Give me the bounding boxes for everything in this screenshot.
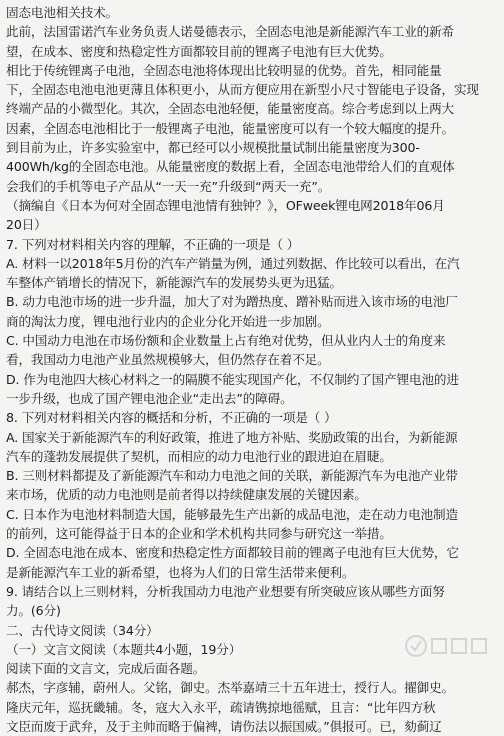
question-9: 9. 请结合以上三则材料，分析我国动力电池产业想要有所突破应该从哪些方面努 — [6, 583, 445, 599]
instruction-line: 阅读下面的文言文，完成后面各题。 — [6, 661, 206, 677]
option-line: A. 国家关于新能源汽车的利好政策，推进了地方补贴、奖励政策的出台，为新能源 — [6, 429, 458, 445]
classical-text-line: 隆庆元年，巡抚畿辅。冬，寇大入永平，疏请镌掠地徭赋，且言：“比年四方秋 — [6, 699, 436, 715]
option-line: C. 日本作为电池材料制造大国，能够最先生产出新的成品电池，走在动力电池制造 — [6, 506, 458, 522]
option-line: D. 作为电池四大核心材料之一的隔膜不能实现国产化，不仅制约了国产锂电池的进 — [6, 371, 459, 387]
text-line: 下，全固态电池电池更薄且体积更小，从而方便应用在新型小尺寸智能电子设备，实现 — [6, 82, 479, 98]
option-line: 是新能源汽车工业的新希望，也将为人们的日常生活带来便利。 — [6, 564, 355, 580]
text-line: 望，在成本、密度和热稳定性方面都较目前的锂离子电池有巨大优势。 — [6, 43, 392, 59]
text-line: 会我们的手机等电子产品从“一天一充”升级到“两天一充”。 — [6, 178, 331, 194]
watermark-logo-icon — [404, 631, 496, 661]
option-line: 车整体产销增长的情况下，新能源汽车的发展势头更为迅猛。 — [6, 275, 342, 291]
option-line: 一步升级，也成了国产锂电池企业“走出去”的障碍。 — [6, 390, 293, 406]
classical-text-line: 文臣而废于武弁，及于主帅而略于偏裨，请伤法以振国威。”俱报可。已，劾蓟辽 — [6, 718, 442, 734]
option-line: 汽车的蓬勃发展提供了契机，而相应的动力电池行业的跟进迫在眉睫。 — [6, 448, 392, 464]
question-9-continued: 力。(6分) — [6, 603, 61, 619]
text-line: 到目前为止，许多实验室中，都已经可以小规模批量试制出能量密度为300- — [6, 140, 420, 156]
citation-line: （摘编自《日本为何对全固态锂电池情有独钟？》，OFweek锂电网2018年06月 — [6, 197, 445, 213]
text-line: 400Wh/kg的全固态电池。从能量密度的数据上看，全固态电池带给人们的直观体 — [6, 159, 455, 175]
text-line: 相比于传统锂离子电池，全固态电池将体现出比较明显的优势。首先，相同能量 — [6, 62, 442, 78]
question-7: 7. 下列对材料相关内容的理解，不正确的一项是（ ） — [6, 236, 300, 252]
option-line: B. 动力电池市场的进一步升温，加大了对为蹭热度、蹭补贴而进入该市场的电池厂 — [6, 294, 458, 310]
option-line: B. 三则材料都提及了新能源汽车和动力电池之间的关联，新能源汽车为电池产业带 — [6, 468, 458, 484]
option-line: 的前列，这可能得益于日本的企业和学术机构共同参与研究这一举措。 — [6, 526, 392, 542]
text-line: 终端产品的小微型化。其次，全固态电池轻便，能量密度高。综合考虑到以上两大 — [6, 101, 454, 117]
text-line: 因素，全固态电池相比于一般锂离子电池，能量密度可以有一个较大幅度的提升。 — [6, 120, 454, 136]
text-line: 固态电池相关技术。 — [6, 5, 118, 20]
document-body — [6, 3, 498, 736]
option-line: A. 材料一以2018年5月份的汽车产销量为例，通过列数据、作比较可以看出，在汽 — [6, 255, 460, 271]
option-line: D. 全固态电池在成本、密度和热稳定性方面都较目前的锂离子电池有巨大优势，它 — [6, 545, 459, 561]
classical-text-line: 郝杰，字彦辅，蔚州人。父铭，御史。杰举嘉靖三十五年进士，授行人。擢御史。 — [6, 680, 454, 696]
subsection-heading: （一）文言文阅读（本题共4小题，19分） — [6, 641, 242, 657]
option-line: 来市场，优质的动力电池则是前者得以持续健康发展的关键因素。 — [6, 487, 367, 503]
section-heading: 二、古代诗文阅读（34分） — [6, 622, 159, 638]
option-line: 商的淘汰力度，锂电池行业内的企业分化开始进一步加剧。 — [6, 313, 330, 329]
text-line: 此前，法国雷诺汽车业务负责人诺曼德表示，全固态电池是新能源汽车工业的新希 — [6, 24, 454, 40]
question-8: 8. 下列对材料相关内容的概括和分析，不正确的一项是（ ） — [6, 410, 337, 426]
option-line: C. 中国动力电池在市场份额和企业数量上占有绝对优势，但从业内人士的角度来 — [6, 333, 446, 349]
option-line: 看，我国动力电池产业虽然规模够大，但仍然存在着不足。 — [6, 352, 330, 368]
citation-line: 20日） — [6, 217, 47, 233]
